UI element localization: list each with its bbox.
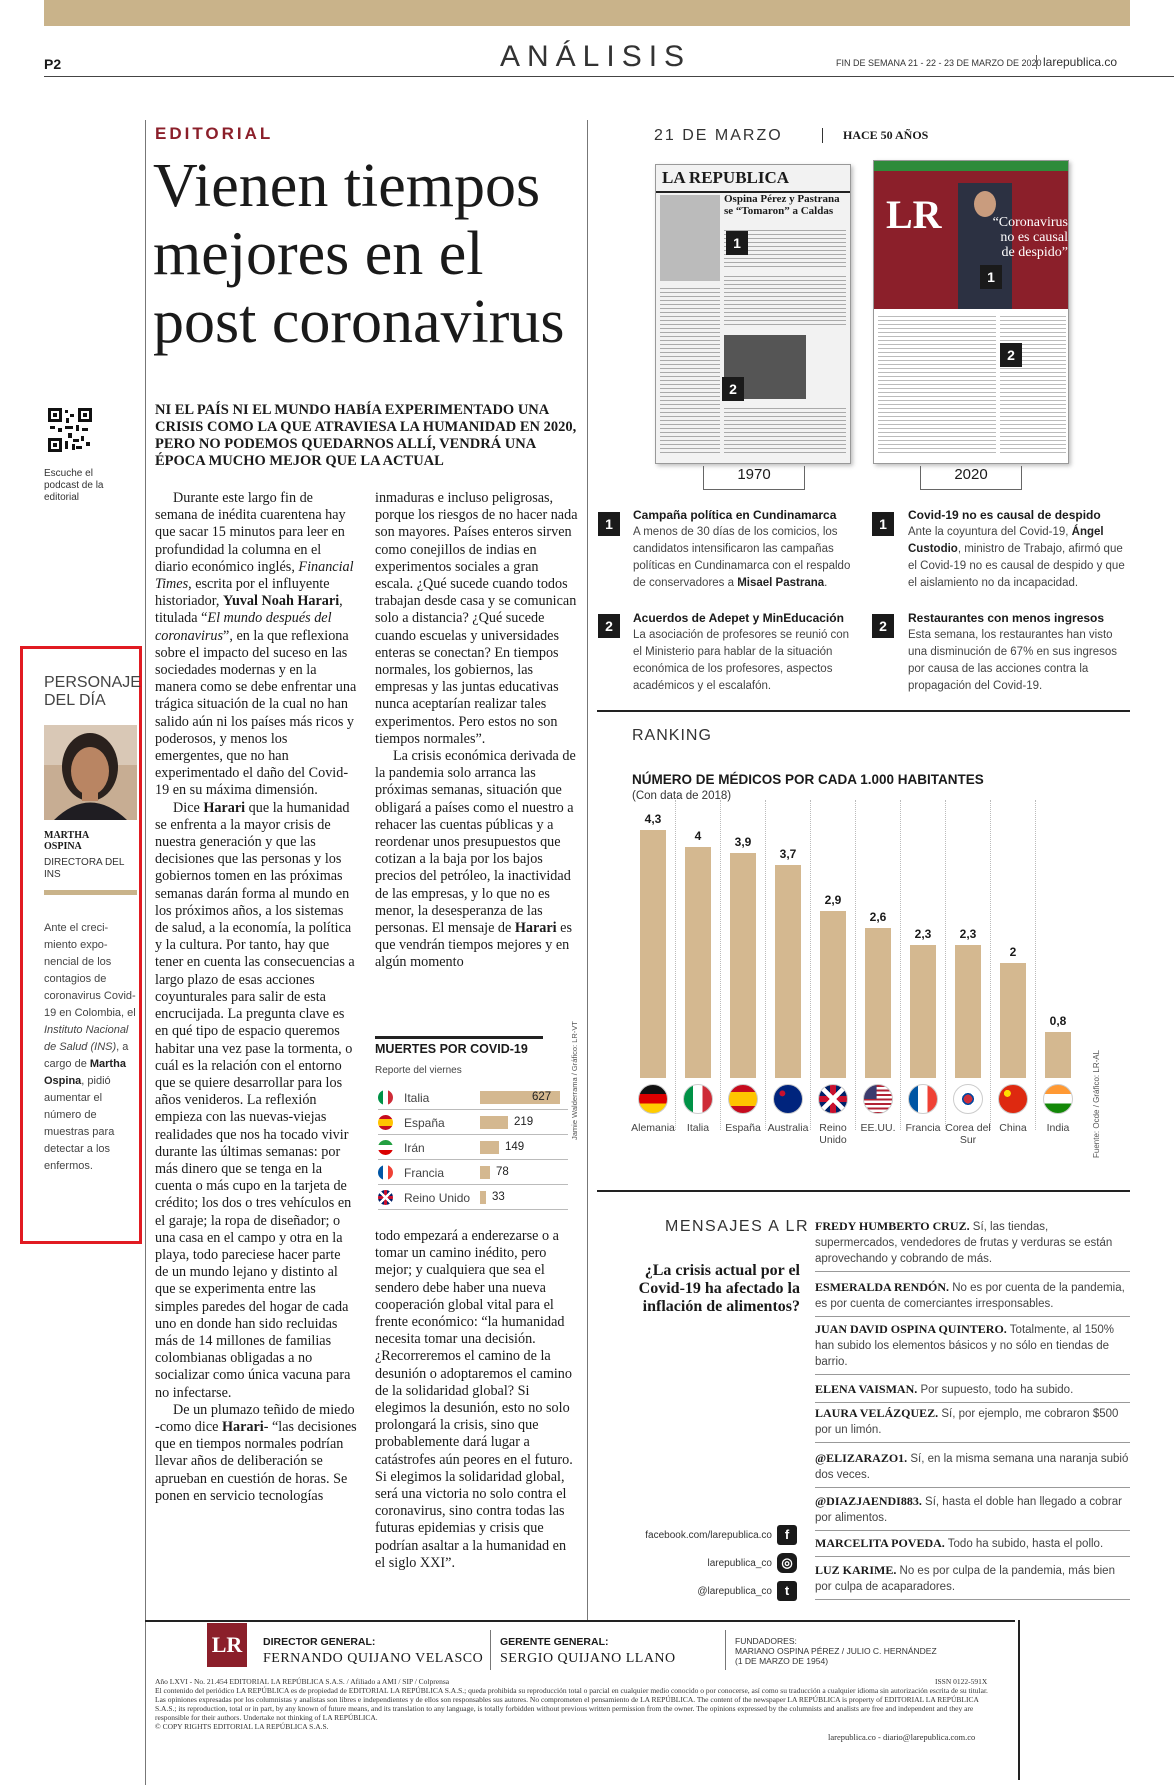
- muertes-row: [378, 1136, 568, 1160]
- twitter-icon[interactable]: t: [777, 1581, 797, 1601]
- mensaje-text: No es por culpa de la pandemia, más bien por culpa de acaparadores.: [815, 1565, 1115, 1593]
- facebook-icon[interactable]: f: [777, 1525, 797, 1545]
- ranking-separator: [720, 800, 721, 1130]
- uk-flag-icon: [378, 1190, 393, 1205]
- muertes-bar: [480, 1116, 508, 1129]
- ranking-category-label: EE.UU.: [860, 1122, 896, 1134]
- marker-2: 2: [1000, 343, 1022, 367]
- gerente-name: SERGIO QUIJANO LLANO: [500, 1651, 676, 1666]
- mensaje-item: [815, 1562, 1130, 1600]
- twitter-link[interactable]: @larepublica_co: [697, 1586, 772, 1597]
- iran-flag-icon: [378, 1140, 393, 1155]
- personaje-role: DIRECTORA DEL INS: [44, 857, 125, 880]
- muertes-rule: [375, 1036, 543, 1039]
- ranking-value-label: 2,3: [914, 927, 932, 942]
- muertes-country: Reino Unido: [404, 1191, 471, 1205]
- page-number: P2: [44, 56, 62, 72]
- contact[interactable]: larepublica.co - diario@larepublica.com.co: [828, 1732, 976, 1742]
- spain-flag-icon: [378, 1115, 393, 1130]
- mensaje-item: [815, 1321, 1130, 1375]
- muertes-subtitle: Reporte del viernes: [375, 1065, 462, 1076]
- mensaje-author: LUZ KARIME.: [815, 1563, 897, 1577]
- year-1970: 1970: [703, 466, 805, 490]
- mensaje-item: [815, 1493, 1130, 1531]
- mensaje-item: [815, 1450, 1130, 1488]
- ranking-category-label: Francia: [905, 1122, 941, 1134]
- editorial-column-2-continued: [375, 1228, 579, 1572]
- ranking-category-label: Corea del Sur: [945, 1122, 991, 1146]
- mensaje-text: Todo ha subido, hasta el pollo.: [944, 1538, 1104, 1550]
- ranking-category-label: India: [1046, 1122, 1070, 1134]
- mensaje-author: @DIAZJAENDI883.: [815, 1494, 922, 1508]
- mensaje-item: [815, 1218, 1130, 1272]
- ranking-value-label: 3,9: [734, 835, 752, 850]
- ranking-label: RANKING: [632, 727, 712, 744]
- instagram-link[interactable]: larepublica_co: [707, 1558, 772, 1569]
- mensaje-text: Sí, en la misma semana una naranja subió dos veces.: [815, 1453, 1129, 1481]
- item-text: Esta semana, los restaurantes han visto una disminución de 67% en sus ingresos por causa de las acciones contra la propagación del Covid-19.: [908, 629, 1118, 692]
- ranking-category-label: Australia: [767, 1122, 809, 1134]
- front-page-1970[interactable]: [655, 164, 851, 464]
- editorial-headline: Vienen tiempos mejores en el post coronavirus: [153, 152, 565, 356]
- mensaje-author: MARCELITA POVEDA.: [815, 1536, 945, 1550]
- italy-flag-icon: [378, 1090, 393, 1105]
- italy-flag-icon: [683, 1084, 713, 1114]
- item-badge: 2: [598, 614, 620, 638]
- ranking-value-label: 4: [694, 829, 702, 844]
- top-color-bar: [44, 0, 1130, 26]
- footer-rule: [145, 1620, 1015, 1622]
- paragraph: De un plumazo teñido de miedo -como dice Harari- “las decisiones que en tiempos normales podrían llevar años de deliberación se aprueban en cuestión de horas. Se ponen en servicio tecnologías: [155, 1401, 357, 1504]
- muertes-bar: [480, 1166, 490, 1179]
- ranking-value-label: 2: [1009, 944, 1017, 959]
- ranking-bar: [775, 865, 801, 1078]
- mensaje-item: [815, 1381, 1130, 1403]
- mensajes-rule: [597, 1190, 1130, 1192]
- mensaje-text: No es por cuenta de la pandemia, es por cuenta de comerciantes irresponsables.: [815, 1282, 1125, 1310]
- ranking-bar: [865, 928, 891, 1078]
- muertes-bar: [480, 1191, 486, 1204]
- editorial-column-1: [155, 490, 357, 1505]
- muertes-bar: [480, 1141, 499, 1154]
- marker-1: 1: [980, 265, 1002, 289]
- personaje-name: MARTHA OSPINA: [44, 830, 89, 852]
- hace50-label: HACE 50 AÑOS: [822, 128, 928, 143]
- item-title: Restaurantes con menos ingresos: [908, 611, 1105, 625]
- fundadores: FUNDADORES: MARIANO OSPINA PÉREZ / JULIO C. HERNÁNDEZ (1 DE MARZO DE 1954): [735, 1636, 937, 1666]
- ranking-bar: [685, 847, 711, 1078]
- australia-flag-icon: [773, 1084, 803, 1114]
- ranking-category-label: China: [999, 1122, 1027, 1134]
- item-title: Covid-19 no es causal de despido: [908, 508, 1101, 522]
- ranking-category-label: Reino Unido: [819, 1122, 847, 1146]
- mensaje-author: JUAN DAVID OSPINA QUINTERO.: [815, 1322, 1007, 1336]
- director-name: FERNANDO QUIJANO VELASCO: [263, 1651, 484, 1666]
- item-badge: 1: [598, 512, 620, 536]
- item-badge: 1: [872, 512, 894, 536]
- marker-2: 2: [722, 377, 744, 401]
- section-title: ANÁLISIS: [500, 40, 692, 73]
- ranking-rule: [597, 710, 1130, 712]
- personaje-title: PERSONAJE DEL DÍA: [44, 674, 141, 709]
- ranking-bar: [640, 830, 666, 1078]
- qr-caption: Escuche el podcast de la editorial: [44, 468, 104, 503]
- muertes-source: Jamie Walderrama / Gráfico: LR-VT: [570, 1021, 579, 1140]
- paper-1970-masthead: LA REPUBLICA: [656, 165, 850, 193]
- muertes-row: [378, 1086, 568, 1110]
- muertes-country: España: [404, 1116, 445, 1130]
- ranking-value-label: 2,9: [824, 892, 842, 907]
- personaje-text: Ante el creci-miento expo-nencial de los contagios de coronavirus Covid-19 en Colombia, el Instituto Nacional de Salud (INS), a cargo de Martha Ospina, pidió aumentar el número de muestras para detectar a los enfermos.: [44, 922, 136, 1172]
- hace50-date: 21 DE MARZO: [654, 127, 783, 144]
- muertes-row: [378, 1186, 568, 1210]
- india-flag-icon: [1043, 1084, 1073, 1114]
- ranking-separator: [990, 800, 991, 1130]
- paragraph: inmaduras e incluso peligrosas, porque los riesgos de no hacer nada son mayores. Países enteros sirven como conejillos de indias en experimentos sociales a gran escala. ¿Qué sucede cuando todos trabajan desde casa y se comunican solo a distancia? ¿Qué sucede cuando escuelas y universidades enteras se conectan? En tiempos normales, los gobiernos, las empresas y las juntas educativas nunca aceptarían realizar tales experimentos. Pero estos no son tiempos normales”.: [375, 490, 578, 747]
- ranking-bar: [1000, 963, 1026, 1078]
- ranking-category-label: Italia: [686, 1122, 710, 1134]
- mensaje-text: Sí, por ejemplo, me cobraron $500 por un limón.: [815, 1408, 1119, 1436]
- facebook-link[interactable]: facebook.com/larepublica.co: [645, 1530, 772, 1541]
- mensaje-author: LAURA VELÁZQUEZ.: [815, 1406, 939, 1420]
- france-flag-icon: [378, 1165, 393, 1180]
- muertes-row: [378, 1161, 568, 1185]
- director-label: DIRECTOR GENERAL:: [263, 1636, 376, 1648]
- ranking-category-label: Alemania: [631, 1122, 675, 1134]
- legal-notice: Año LXVI - No. 21.454 EDITORIAL LA REPÚBLICA S.A.S. / Afiliado a AMI / SIP / Colprensa El contenido del periódico LA REPÚBLICA es de propiedad de EDITORIAL LA REPÚBLICA S.A.S.; queda prohibida su reproducción total o parcial en cualquier medio conocido o por conocerse, así como su traducción a cualquier idioma sin autorización escrita de su titular. Las opiniones expresadas por los columnistas y analistas son libres e independientes y de ellos son responsables sus autores. No comprometen el pensamiento de LA REPÚBLICA. The content of the newspaper LA REPÚBLICA is property of EDITORIAL LA REPÚBLICA S.A.S.; its reproduction, total or in part, by any known of future means, and its translation to any language, is totally forbidden without previous written permission from the owner. The opinions expressed by the columnists and analists are free and independent and they are responsible for their authors. Undertake not thinking of LA REPÚBLICA. © COPY RIGHTS EDITORIAL LA REPÚBLICA S.A.S.: [155, 1677, 988, 1731]
- center-column-rule: [587, 120, 588, 1622]
- muertes-title: MUERTES POR COVID-19: [375, 1042, 528, 1056]
- ranking-category-label: España: [725, 1122, 761, 1134]
- muertes-value: 33: [492, 1191, 505, 1203]
- paragraph: Durante este largo fin de semana de inédita cuarentena hay que sacar 15 minutos para leer en profundidad la columna en el diario económico inglés, Financial Times, escrita por el influyente historiador, Yuval Noah Harari, titulada “El mundo después del coronavirus”, en la que reflexiona sobre el impacto del suceso en las sociedades modernas y en la manera como se debe enfrentar una trágica situación de la cual no han salido aún ni los países más ricos y poderosos, y menos los emergentes, que no han experimentado el daño del Covid-19 en su máxima dimensión.: [155, 490, 357, 799]
- muertes-country: Francia: [404, 1166, 445, 1180]
- muertes-value: 149: [505, 1141, 525, 1153]
- site-link[interactable]: larepublica.co: [1036, 55, 1117, 69]
- ranking-bar: [730, 853, 756, 1078]
- mensaje-author: @ELIZARAZO1.: [815, 1451, 908, 1465]
- item-text: La asociación de profesores se reunió con el Ministerio para hablar de la situación económica de los profesores, aspectos académicos y el escalafón.: [633, 629, 850, 692]
- korea-flag-icon: [953, 1084, 983, 1114]
- ranking-value-label: 0,8: [1049, 1013, 1067, 1028]
- ranking-bar: [955, 945, 981, 1078]
- ranking-separator: [855, 800, 856, 1130]
- ranking-separator: [765, 800, 766, 1130]
- ranking-separator: [810, 800, 811, 1130]
- item-badge: 2: [872, 614, 894, 638]
- chart-source: Fuente: Ocde / Gráfico: LR-AL: [1092, 1049, 1101, 1158]
- paragraph: Dice Harari que la humanidad se enfrenta a la mayor crisis de nuestra generación y que las decisiones que las personas y los gobiernos tomen en las próximas semanas darán forma al mundo en los próximos años, a los sistemas de salud, a la economía, la política y la cultura. Por tanto, hay que tener en cuenta las consecuencias a largo plazo de esas acciones coyunturales para salir de esta encrucijada. La pregunta clave es en qué tipo de espacio queremos habitar una vez pase la tormenta, o cuál es la relación con el entorno que se quiere desarrollar para los años venideros. La reflexión empieza con las nuevas-viejas realidades que nos ha tocado vivir durante las últimas semanas: por más dinero que se tenga en la cuenta o más cupo en la tarjeta de crédito; los dos o tres vehículos en el garaje; la ropa de diseñador; o una casa en el campo y otra en la playa, todo pareciese hacer parte de un mundo lejano y distinto al que se experimenta entre las simples paredes del hogar de cada uno en donde han sido recluidas más de 14 millones de familias colombianas obligadas a no socializar como única vacuna para no infectarse.: [155, 799, 355, 1401]
- issn: ISSN 0122-591X: [935, 1677, 988, 1686]
- ranking-bar: [910, 945, 936, 1078]
- muertes-value: 627: [532, 1091, 552, 1103]
- mensaje-item: [815, 1405, 1130, 1443]
- personaje-divider: [44, 890, 137, 895]
- paper-2020-logo: LR: [886, 192, 942, 237]
- paragraph: todo empezará a enderezarse o a tomar un camino inédito, pero mejor; y cualquiera que sea el sendero debe haber una nueva cooperación global vital para el frente económico: “la humanidad necesita tomar una decisión. ¿Recorreremos el camino de la desunión o adoptaremos el camino de la solidaridad global? Si elegimos la desunión, esto no solo prolongará la crisis, sino que probablemente dará lugar a catástrofes aún peores en el futuro. Si elegimos la solidaridad global, será una victoria no solo contra el coronavirus, sino contra todas las futuras epidemias y crisis que podrían asaltar a la humanidad en el siglo XXI”.: [375, 1228, 573, 1571]
- muertes-country: Irán: [404, 1141, 425, 1155]
- ranking-value-label: 4,3: [644, 812, 662, 826]
- ranking-bar: [1045, 1032, 1071, 1078]
- ranking-separator: [675, 800, 676, 1130]
- front-page-2020[interactable]: [873, 160, 1069, 464]
- left-column-rule: [145, 120, 146, 1785]
- dateline: FIN DE SEMANA 21 - 22 - 23 DE MARZO DE 2020: [836, 58, 1042, 68]
- usa-flag-icon: [863, 1084, 893, 1114]
- mensaje-author: FREDY HUMBERTO CRUZ.: [815, 1219, 970, 1233]
- ranking-separator: [1035, 800, 1036, 1130]
- germany-flag-icon: [638, 1084, 668, 1114]
- paragraph: La crisis económica derivada de la pandemia solo arranca las próximas semanas, situación que obligará a países como el nuestro a rehacer las cuentas públicas y a reordenar unos presupuestos que cotizan a la baja por los bajos precios del petróleo, la inactividad de las empresas, y lo que no es menor, la desesperanza de las personas. El mensaje de Harari es que vendrán tiempos mejores y en algún momento: [375, 748, 576, 971]
- muertes-row: [378, 1111, 568, 1135]
- ranking-bar: [820, 911, 846, 1078]
- mensaje-author: ELENA VAISMAN.: [815, 1382, 918, 1396]
- ranking-value-label: 2,6: [869, 910, 887, 925]
- mensaje-text: Sí, hasta el doble han llegado a cobrar por alimentos.: [815, 1496, 1122, 1524]
- footer-logo: LR: [207, 1623, 247, 1667]
- mensajes-label: MENSAJES A LR: [665, 1218, 809, 1235]
- ranking-value-label: 3,7: [779, 846, 797, 861]
- year-2020: 2020: [920, 466, 1022, 490]
- mensaje-text: Por supuesto, todo ha subido.: [917, 1384, 1074, 1396]
- china-flag-icon: [998, 1084, 1028, 1114]
- uk-flag-icon: [818, 1084, 848, 1114]
- muertes-value: 219: [513, 1116, 534, 1128]
- chart-title: NÚMERO DE MÉDICOS POR CADA 1.000 HABITANTES: [632, 772, 984, 787]
- mensaje-item: [815, 1279, 1130, 1317]
- ranking-value-label: 2,3: [959, 927, 977, 942]
- item-title: Acuerdos de Adepet y MinEducación: [633, 611, 844, 625]
- editorial-label: EDITORIAL: [155, 124, 274, 143]
- editorial-deck: NI EL PAÍS NI EL MUNDO HABÍA EXPERIMENTADO UNA CRISIS COMO LA QUE ATRAVIESA LA HUMANIDAD EN 2020, PERO NO PODEMOS QUEDARNOS ALLÍ, VENDRÁ UNA ÉPOCA MUCHO MEJOR QUE LA ACTUAL: [155, 402, 577, 469]
- header-rule: [44, 76, 1174, 77]
- editorial-column-2: [375, 490, 579, 972]
- item-title: Campaña política en Cundinamarca: [633, 508, 837, 522]
- chart-subtitle: (Con data de 2018): [632, 790, 732, 802]
- mensaje-text: Sí, las tiendas, supermercados, vendedores de frutas y verduras se están aprovechando y cobrando de más.: [815, 1221, 1113, 1265]
- paper-1970-headline: Ospina Pérez y Pastrana se “Tomaron” a Caldas: [724, 193, 840, 217]
- france-flag-icon: [908, 1084, 938, 1114]
- paper-1970-photo: [660, 195, 720, 281]
- item-text: A menos de 30 días de los comicios, los candidatos intensificaron las campañas políticas en Cundinamarca con el respaldo de conservadores a Misael Pastrana.: [633, 526, 851, 589]
- gerente-label: GERENTE GENERAL:: [500, 1636, 609, 1648]
- instagram-icon[interactable]: ◎: [777, 1553, 797, 1573]
- ranking-separator: [900, 800, 901, 1130]
- mensaje-item: [815, 1535, 1130, 1557]
- item-text: Ante la coyuntura del Covid-19, Ángel Custodio, ministro de Trabajo, afirmó que el Covid-19 no es causal de despido y que el aislamiento no da incapacidad.: [908, 526, 1125, 589]
- mensaje-text: Totalmente, al 150% han subido los elementos básicos y no sólo en tiendas de barrio.: [815, 1324, 1115, 1368]
- marker-1: 1: [726, 231, 748, 255]
- qr-code-icon[interactable]: [48, 408, 92, 452]
- ranking-separator: [945, 800, 946, 1130]
- muertes-country: Italia: [404, 1091, 430, 1105]
- mensaje-author: ESMERALDA RENDÓN.: [815, 1280, 950, 1294]
- muertes-value: 78: [495, 1166, 509, 1178]
- mensajes-question: ¿La crisis actual por el Covid-19 ha afectado la inflación de alimentos?: [638, 1262, 800, 1315]
- spain-flag-icon: [728, 1084, 758, 1114]
- paper-2020-headline: “Coronavirus no es causal de despido”: [992, 215, 1068, 260]
- personaje-photo: [44, 725, 137, 820]
